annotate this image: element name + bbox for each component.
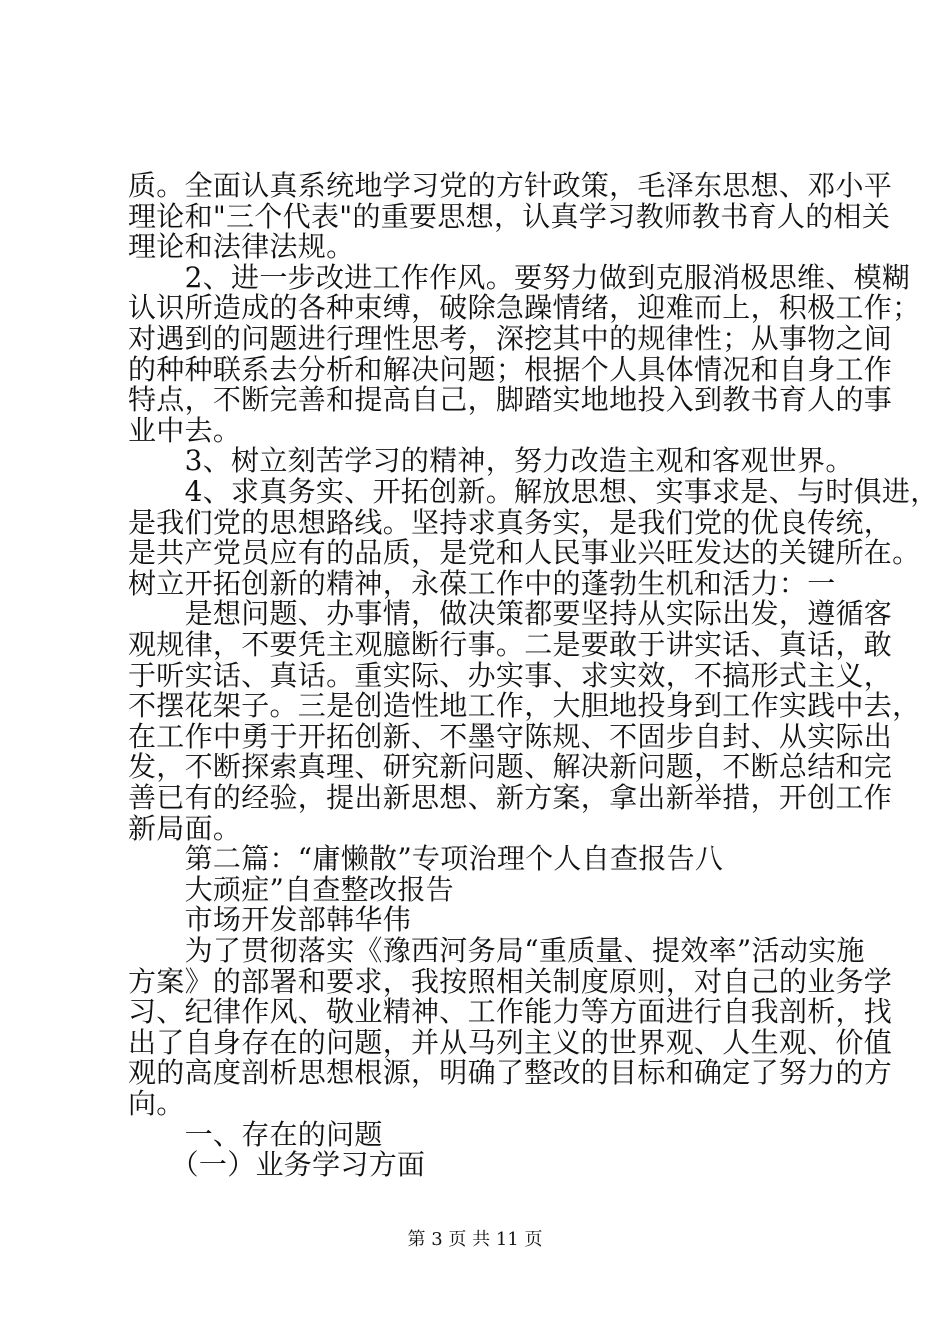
body-text-line: 对遇到的问题进行理性思考，深挖其中的规律性；从事物之间 (128, 322, 893, 355)
body-text-line: 新局面。 (128, 812, 242, 845)
subsection-heading: 一、存在的问题 (128, 1118, 383, 1151)
body-text-line: 发，不断探索真理、研究新问题、解决新问题，不断总结和完 (128, 750, 893, 783)
body-text-line: 认识所造成的各种束缚，破除急躁情绪，迎难而上，积极工作； (128, 291, 921, 324)
author-line: 市场开发部韩华伟 (128, 903, 412, 936)
body-text-line: 业中去。 (128, 414, 242, 447)
body-text-line: 向。 (128, 1087, 185, 1120)
body-text-line: 于听实话、真话。重实际、办实事、求实效，不搞形式主义， (128, 659, 893, 692)
body-text-line: 树立开拓创新的精神，永葆工作中的蓬勃生机和活力：一 (128, 567, 836, 600)
body-text-line: 为了贯彻落实《豫西河务局“重质量、提效率”活动实施 (128, 934, 865, 967)
body-text-line: 习、纪律作风、敬业精神、工作能力等方面进行自我剖析，找 (128, 995, 893, 1028)
body-text-line: 出了自身存在的问题，并从马列主义的世界观、人生观、价值 (128, 1026, 893, 1059)
body-text-line: 是想问题、办事情，做决策都要坚持从实际出发，遵循客 (128, 597, 893, 630)
body-text-line: 观规律，不要凭主观臆断行事。二是要敢于讲实话、真话，敢 (128, 628, 893, 661)
body-text-line: 在工作中勇于开拓创新、不墨守陈规、不固步自封、从实际出 (128, 720, 893, 753)
body-text-line: 2、进一步改进工作作风。要努力做到克服消极思维、模糊 (128, 261, 911, 294)
page-number-footer: 第 3 页 共 11 页 (407, 1229, 543, 1250)
body-text-line: 特点，不断完善和提高自己，脚踏实地地投入到教书育人的事 (128, 383, 893, 416)
body-text-line: 4、求真务实、开拓创新。解放思想、实事求是、与时俱进， (128, 475, 939, 508)
body-text-line: 是共产党员应有的品质，是党和人民事业兴旺发达的关键所在。 (128, 536, 921, 569)
body-text-line: 理论和"三个代表"的重要思想，认真学习教师教书育人的相关 (128, 200, 891, 233)
body-text-line: 3、树立刻苦学习的精神，努力改造主观和客观世界。 (128, 444, 854, 477)
subsection-heading: （一）业务学习方面 (128, 1148, 426, 1181)
section-heading: 第二篇：“庸懒散”专项治理个人自查报告八 (128, 842, 724, 875)
body-text-line: 是我们党的思想路线。坚持求真务实，是我们党的优良传统， (128, 506, 893, 539)
body-text-line: 方案》的部署和要求，我按照相关制度原则，对自己的业务学 (128, 965, 893, 998)
body-text-line: 观的高度剖析思想根源，明确了整改的目标和确定了努力的方 (128, 1056, 893, 1089)
body-text-line: 的种种联系去分析和解决问题；根据个人具体情况和自身工作 (128, 353, 893, 386)
body-text-line: 理论和法律法规。 (128, 230, 355, 263)
section-heading: 大顽症”自查整改报告 (128, 873, 454, 906)
body-text-line: 善已有的经验，提出新思想、新方案，拿出新举措，开创工作 (128, 781, 893, 814)
body-text-line: 不摆花架子。三是创造性地工作，大胆地投身到工作实践中去， (128, 689, 921, 722)
body-text-line: 质。全面认真系统地学习党的方针政策，毛泽东思想、邓小平 (128, 169, 893, 202)
